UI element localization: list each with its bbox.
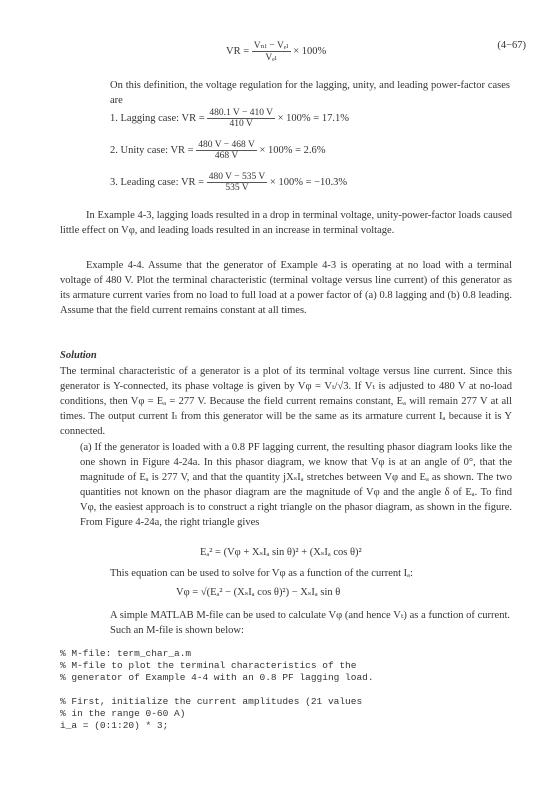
example-paragraph: Example 4-4. Assume that the generator of Example 4-3 is operating at no load with a terminal voltage of 480 V. Plot the terminal characteristic (terminal voltage versus line current) of this generator as its armature current varies from no load to full load at a power factor of (a) 0.8 lagging and (b) 0.8 leading. Assume that the field current remains constant at all times. — [60, 260, 512, 316]
equation-lhs: VR = — [226, 45, 250, 57]
paragraph: A simple MATLAB M-file can be used to calculate Vφ (and hence Vₜ) as a function of current. Such an M-file is shown below: — [110, 610, 510, 636]
part-a-paragraph: (a) If the generator is loaded with a 0.8 PF lagging current, the resulting phasor diagram looks like the one shown in Figure 4-24a. In this phasor diagram, we know that Vφ is at an angle of 0°, that the magnitude of Eₐ is 277 V, and that the quantity jXₛIₐ stretches between Vφ and Eₐ as shown. The two quantities not known on the phasor diagram are the magnitude of Vφ and the angle δ of Eₐ. To find Vφ, the easiest approach is to construct a right triangle on the phasor diagram, as shown in the figure. From Figure 4-24a, the right triangle gives — [80, 442, 512, 528]
intro-paragraph: On this definition, the voltage regulation for the lagging, unity, and leading power-factor cases are — [110, 80, 510, 106]
case-lhs: VR = — [180, 176, 205, 188]
equation-number: (4−67) — [497, 40, 526, 51]
equation-triangle: Eₐ² = (Vφ + XₛIₐ sin θ)² + (XₛIₐ cos θ)² — [200, 547, 362, 558]
fraction-numerator: 480.1 V − 410 V — [209, 108, 274, 118]
fraction — [252, 40, 291, 63]
case-label: 2. Unity case: — [110, 144, 169, 156]
fraction-denominator: Vₑₗ — [265, 53, 277, 63]
fraction-denominator: 410 V — [229, 119, 253, 129]
case-label: 3. Leading case: — [110, 176, 179, 188]
fraction — [196, 140, 257, 161]
case-lhs: VR = — [181, 112, 205, 124]
case-lhs: VR = — [170, 144, 194, 156]
case-lagging — [110, 108, 349, 129]
fraction — [207, 108, 275, 129]
equation-rhs: × 100% — [293, 45, 327, 57]
fraction-numerator: Vₙₗ − Vₑₗ — [253, 41, 289, 51]
case-result: × 100% = 17.1% — [277, 112, 349, 124]
matlab-code-block: % M-file: term_char_a.m % M-file to plot the terminal characteristics of the % generator of Example 4-4 with an 0.8 PF lagging load. % First, initialize the current amplitudes (21 values % in the range 0-60 A) i_a = (0:1:20) * 3; — [60, 648, 374, 731]
fraction-denominator: 468 V — [214, 151, 239, 161]
fraction — [207, 172, 268, 193]
fraction-denominator: 535 V — [225, 183, 249, 193]
solution-heading: Solution — [60, 350, 97, 361]
case-leading — [110, 172, 347, 193]
case-label: 1. Lagging case: — [110, 112, 180, 124]
paragraph: This equation can be used to solve for Vφ as a function of the current Iₐ: — [110, 568, 413, 579]
paragraph: In Example 4-3, lagging loads resulted in a drop in terminal voltage, unity-power-factor loads caused little effect on Vφ, and leading loads resulted in an increase in terminal voltage. — [60, 210, 512, 236]
equation-4-67 — [226, 40, 526, 63]
solution-paragraph: The terminal characteristic of a generator is a plot of its terminal voltage versus line current. Since this generator is Y-connected, its phase voltage is given by Vφ = Vₜ/√3. If Vₜ is adjusted to 480 V at no-load conditions, then Vφ = Eₐ = 277 V. Because the field current remains constant, Eₐ will remain 277 V at all times. The output current Iₗ from this generator will be the same as its armature current Iₐ because it is Y connected. — [60, 366, 512, 437]
fraction-numerator: 480 V − 468 V — [198, 140, 255, 150]
case-result: × 100% = 2.6% — [259, 144, 326, 156]
case-result: × 100% = −10.3% — [269, 176, 348, 188]
case-unity — [110, 140, 326, 161]
equation-vphi: Vφ = √(Eₐ² − (XₛIₐ cos θ)²) − XₛIₐ sin θ — [176, 587, 341, 598]
fraction-numerator: 480 V − 535 V — [208, 172, 266, 182]
